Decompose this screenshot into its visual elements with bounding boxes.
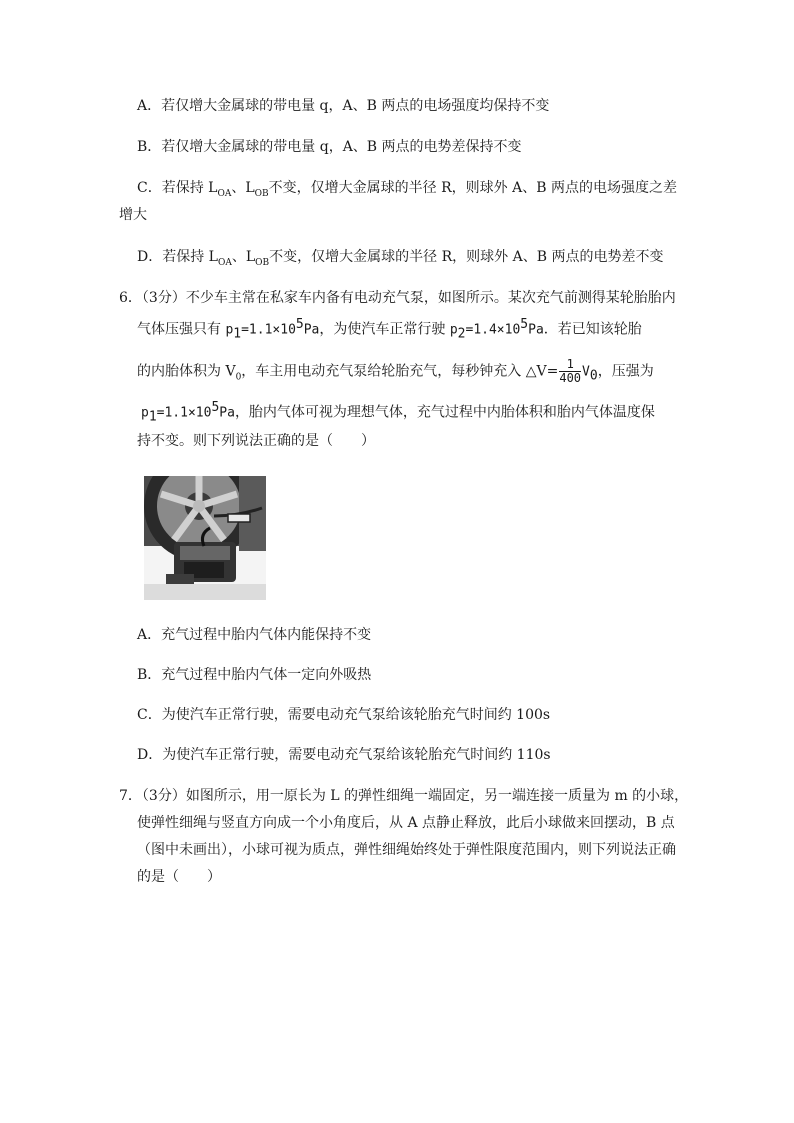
q5-option-a: A．若仅增大金属球的带电量 q，A、B 两点的电场强度均保持不变	[137, 98, 550, 114]
q7-stem-line-3: （图中未画出），小球可视为质点，弹性细绳始终处于弹性限度范围内，则下列说法正确	[137, 842, 676, 858]
q6-option-d: D．为使汽车正常行驶，需要电动充气泵给该轮胎充气时间约 110s	[137, 747, 551, 763]
q6-option-c: C．为使汽车正常行驶，需要电动充气泵给该轮胎充气时间约 100s	[137, 707, 551, 723]
q6-stem-line-1: 6．（3分）不少车主常在私家车内备有电动充气泵，如图所示。某次充气前测得某轮胎胎内	[119, 290, 676, 306]
tire-pump-photo	[144, 476, 266, 600]
q5-option-b: B．若仅增大金属球的带电量 q，A、B 两点的电势差保持不变	[137, 139, 522, 155]
q5-option-c: C．若保持 $L_{OA}$、$L_{OB}$不变，仅增大金属球的半径 R，则球外 A、B 两点的电场强度之差	[137, 180, 677, 199]
q6-option-a: A．充气过程中胎内气体内能保持不变	[137, 627, 372, 643]
q6-stem-line-2: 气体压强只有 $p_1=1.1\times 10^5Pa$，为使汽车正常行驶 $p_2=1.4\times 10^5Pa$．若已知该轮胎	[137, 317, 642, 342]
q7-stem-line-4: 的是（ ）	[137, 869, 221, 885]
q7-stem-line-2: 使弹性细绳与竖直方向成一个小角度后，从 A 点静止释放，此后小球做来回摆动，B 点	[137, 815, 675, 831]
q5-option-c-continued: 增大	[119, 207, 147, 223]
q5-option-d: D．若保持 $L_{OA}$、$L_{OB}$不变，仅增大金属球的半径 R，则球外 A、B 两点的电势差不变	[137, 249, 664, 268]
q6-stem-line-3: 的内胎体积为 $V_0$，车主用电动充气泵给轮胎充气，每秒钟充入 △V= $\frac{1}{400}$ $V_0$，压强为	[137, 357, 654, 385]
fraction: $\frac{1}{400}$	[559, 357, 582, 385]
q6-option-b: B．充气过程中胎内气体一定向外吸热	[137, 667, 372, 683]
q7-stem-line-1: 7．（3分）如图所示，用一原长为 L 的弹性细绳一端固定，另一端连接一质量为 m 的小球，	[119, 788, 689, 804]
q6-stem-line-5: 持不变。则下列说法正确的是（ ）	[137, 433, 375, 449]
q6-stem-line-4: $p_1=1.1\times 10^5Pa$，胎内气体可视为理想气体，充气过程中内胎体积和胎内气体温度保	[141, 400, 655, 425]
